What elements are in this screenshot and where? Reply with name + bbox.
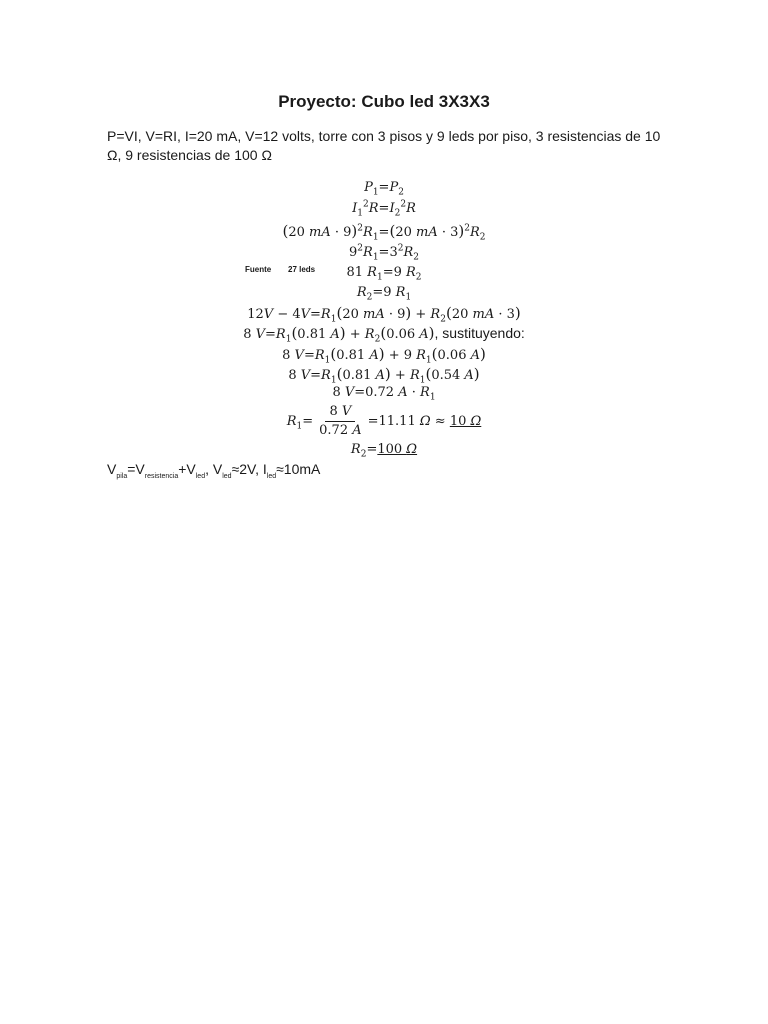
- bottom-sub: led: [195, 472, 206, 480]
- equation-11: 8 V=0.72 $A \cdot R_1$: [332, 385, 436, 403]
- equation-7: $12V - 4V=R_1(20$ mA · $9) + R_2(20$ mA · 3): [247, 304, 521, 325]
- intro-paragraph: P=VI, V=RI, I=20 mA, V=12 volts, torre con 3 pisos y 9 leds por piso, 3 resistencias de 10 Ω, 9 resistencias de 100 Ω: [107, 128, 661, 163]
- bottom-text: =V: [127, 461, 145, 477]
- equation-12: $R_1=$ $\frac{8 V}{0.72 A}$ =11.11 Ω ≈ 10 Ω: [286, 404, 482, 438]
- bottom-text: ≈2V, I: [231, 461, 267, 477]
- equation-2: $I_1^2R=I_2^2R$: [352, 199, 416, 219]
- equation-13: $R_2=100$ Ω: [350, 442, 418, 460]
- equation-4: $9^2R_1=3^2R_2$: [349, 243, 419, 263]
- bottom-sub: pila: [116, 472, 128, 480]
- bottom-text: +V: [178, 461, 196, 477]
- equation-9: 8 $V=R_1(0.81$ A) + 9 $R_1(0.06$ A): [282, 345, 486, 366]
- equation-6: $R_2=9$ $R_1$: [356, 285, 412, 303]
- page-title: Proyecto: Cubo led 3X3X3: [278, 92, 490, 111]
- equation-10: 8 $V=R_1(0.81$ $A) + R_1(0.54$ A): [288, 365, 480, 386]
- fraction: $\frac{8 V}{0.72 A}$: [319, 404, 362, 438]
- equation-5: 81 $R_1=9$ $R_2$: [346, 265, 422, 283]
- bottom-sub: led: [222, 472, 232, 480]
- bottom-text: , V: [205, 461, 223, 477]
- equation-1: $P_1=P_2$: [364, 180, 404, 198]
- voltage-relation-line: [107, 461, 320, 480]
- note-fuente: Fuente: [245, 265, 272, 274]
- bottom-text: V: [107, 461, 117, 477]
- equation-8: 8 $V=R_1(0.81$ $A) + R_2(0.06$ A), sustituyendo:: [243, 324, 525, 345]
- bottom-sub: led: [266, 472, 277, 480]
- bottom-text: ≈10mA: [276, 461, 321, 477]
- equation-8-note: , sustituyendo:: [434, 325, 525, 341]
- note-leds: 27 leds: [288, 265, 316, 274]
- bottom-sub: resistencia: [144, 472, 179, 480]
- equation-3: (20 mA · $9)^2R_1=(20$ mA · $3)^2R_2$: [282, 222, 486, 243]
